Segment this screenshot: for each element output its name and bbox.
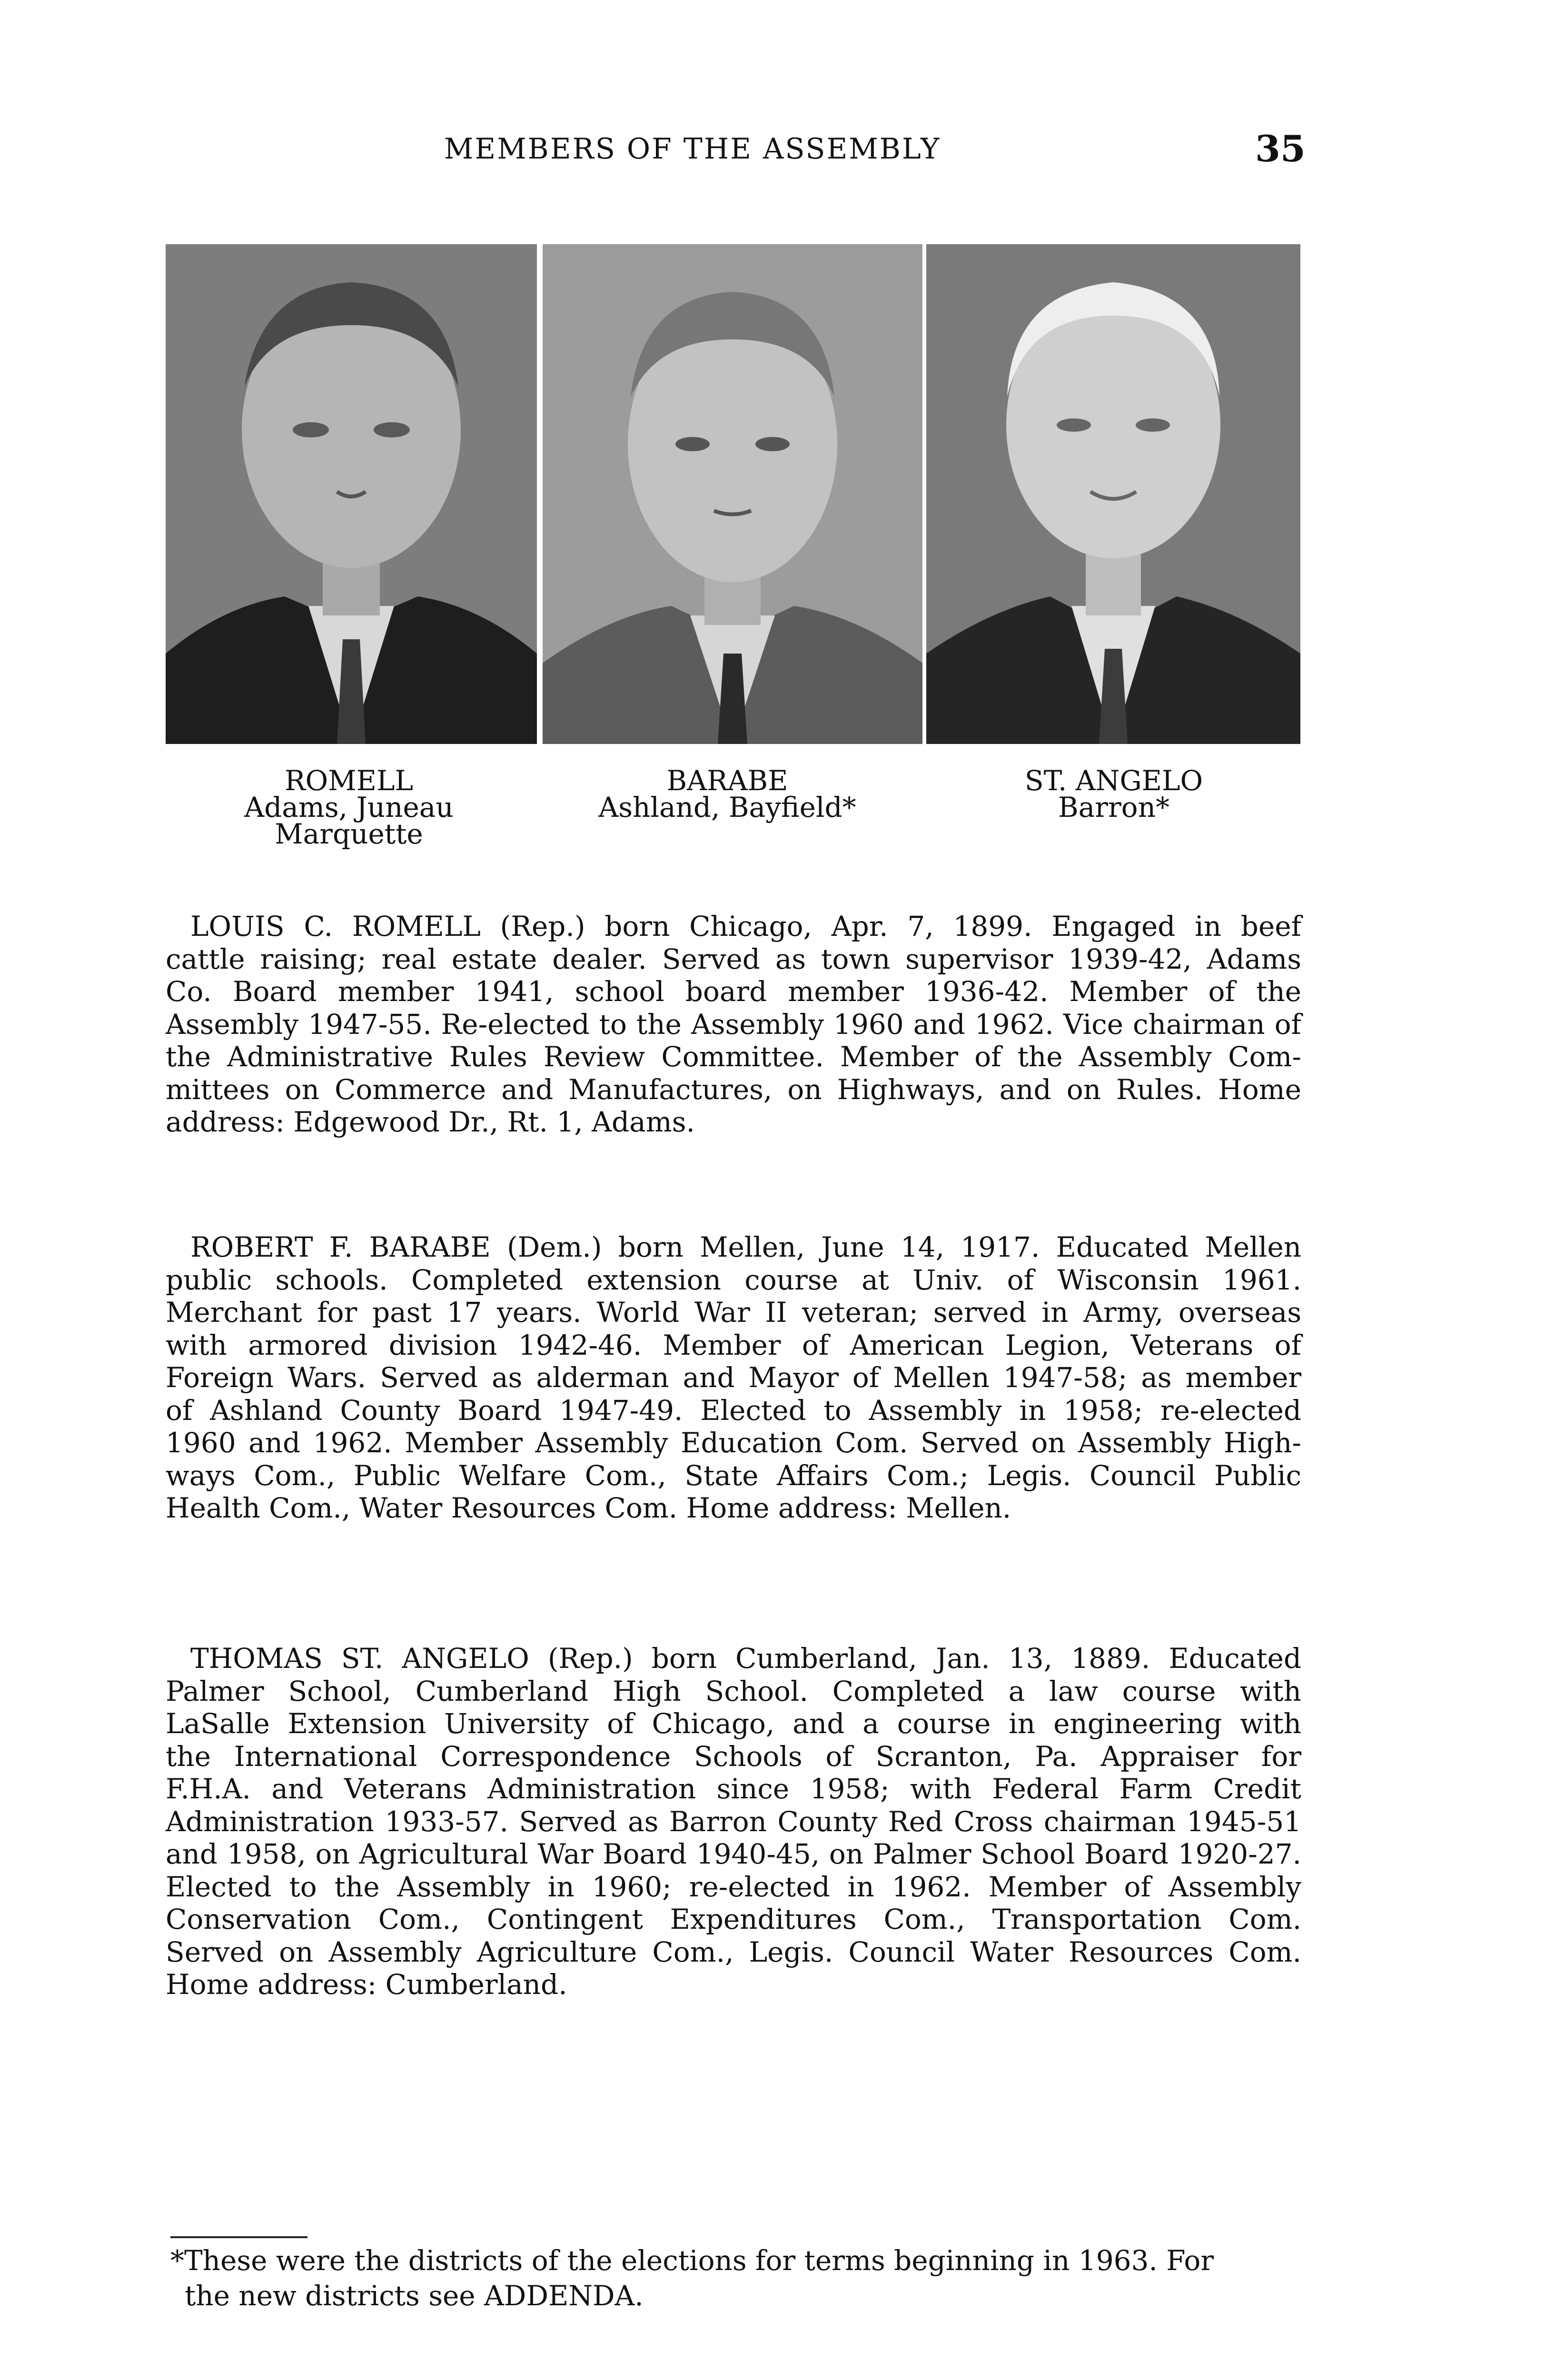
footnote-line: *These were the districts of the elections for terms beginning in 1963. For bbox=[170, 2244, 1214, 2277]
bio-line: Conservation Com., Contingent Expenditures Com., Transportation Com. bbox=[166, 1903, 1301, 1935]
bio-line: Administration 1933-57. Served as Barron County Red Cross chairman 1945-51 bbox=[166, 1805, 1301, 1838]
bio-line: Assembly 1947-55. Re-elected to the Assembly 1960 and 1962. Vice chairman of bbox=[166, 1008, 1301, 1041]
portrait-barabe-photo bbox=[543, 244, 922, 744]
bio-line: Merchant for past 17 years. World War II veteran; served in Army, overseas bbox=[166, 1296, 1301, 1329]
portrait-st-angelo-photo bbox=[926, 244, 1300, 744]
bio-barabe bbox=[166, 1231, 1301, 1525]
bio-line: the International Correspondence Schools of Scranton, Pa. Appraiser for bbox=[166, 1740, 1301, 1773]
bio-line: Foreign Wars. Served as alderman and Mayor of Mellen 1947-58; as member bbox=[166, 1361, 1301, 1394]
bio-line: Served on Assembly Agriculture Com., Legis. Council Water Resources Com. bbox=[166, 1935, 1301, 1968]
caption-barabe bbox=[570, 764, 884, 823]
caption-name: ROMELL bbox=[285, 764, 413, 797]
caption-district: Ashland, Bayfield* bbox=[598, 791, 856, 823]
footnote-rule bbox=[170, 2236, 307, 2238]
bio-line: address: Edgewood Dr., Rt. 1, Adams. bbox=[166, 1106, 695, 1138]
portrait-romell bbox=[166, 244, 537, 744]
running-head: MEMBERS OF THE ASSEMBLY bbox=[444, 132, 941, 166]
caption-name: BARABE bbox=[666, 764, 788, 797]
bio-line: public schools. Completed extension course at Univ. of Wisconsin 1961. bbox=[166, 1263, 1301, 1296]
caption-romell bbox=[192, 764, 506, 850]
bio-line: of Ashland County Board 1947-49. Elected to Assembly in 1958; re-elected bbox=[166, 1394, 1301, 1427]
bio-line: Health Com., Water Resources Com. Home address: Mellen. bbox=[166, 1492, 1011, 1524]
bio-line: Elected to the Assembly in 1960; re-elected in 1962. Member of Assembly bbox=[166, 1870, 1301, 1903]
caption-name: ST. ANGELO bbox=[1024, 764, 1203, 797]
bio-line: Home address: Cumberland. bbox=[166, 1968, 567, 2001]
footnote-line: the new districts see ADDENDA. bbox=[185, 2280, 644, 2312]
portrait-romell-photo bbox=[166, 244, 537, 744]
bio-line: ROBERT F. BARABE (Dem.) born Mellen, June 14, 1917. Educated Mellen bbox=[190, 1231, 1301, 1263]
bio-line: Palmer School, Cumberland High School. Completed a law course with bbox=[166, 1675, 1301, 1707]
bio-line: F.H.A. and Veterans Administration since 1958; with Federal Farm Credit bbox=[166, 1773, 1301, 1805]
bio-line: and 1958, on Agricultural War Board 1940-45, on Palmer School Board 1920-27. bbox=[166, 1838, 1301, 1870]
bio-line: 1960 and 1962. Member Assembly Education Com. Served on Assembly High- bbox=[166, 1427, 1301, 1459]
bio-line: mittees on Commerce and Manufactures, on Highways, and on Rules. Home bbox=[166, 1073, 1301, 1106]
bio-line: ways Com., Public Welfare Com., State Affairs Com.; Legis. Council Public bbox=[166, 1459, 1301, 1492]
caption-district: Marquette bbox=[275, 818, 423, 850]
bio-line: Co. Board member 1941, school board member 1936-42. Member of the bbox=[166, 975, 1301, 1008]
page-number: 35 bbox=[1255, 128, 1306, 170]
bio-line: LaSalle Extension University of Chicago, and a course in engineering with bbox=[166, 1707, 1301, 1740]
bio-line: with armored division 1942-46. Member of American Legion, Veterans of bbox=[166, 1329, 1301, 1361]
bio-line: the Administrative Rules Review Committee. Member of the Assembly Com- bbox=[166, 1041, 1301, 1073]
bio-romell bbox=[166, 910, 1301, 1139]
bio-line: cattle raising; real estate dealer. Served as town supervisor 1939-42, Adams bbox=[166, 942, 1301, 975]
caption-district: Barron* bbox=[1058, 791, 1169, 823]
bio-line: LOUIS C. ROMELL (Rep.) born Chicago, Apr. 7, 1899. Engaged in beef bbox=[190, 910, 1301, 942]
portrait-st-angelo bbox=[926, 244, 1300, 744]
caption-district: Adams, Juneau bbox=[244, 791, 454, 823]
caption-st-angelo bbox=[957, 764, 1271, 823]
bio-line: THOMAS ST. ANGELO (Rep.) born Cumberland, Jan. 13, 1889. Educated bbox=[190, 1642, 1301, 1675]
bio-st-angelo bbox=[166, 1642, 1301, 2001]
portrait-barabe bbox=[543, 244, 922, 744]
footnote bbox=[170, 2243, 1301, 2313]
